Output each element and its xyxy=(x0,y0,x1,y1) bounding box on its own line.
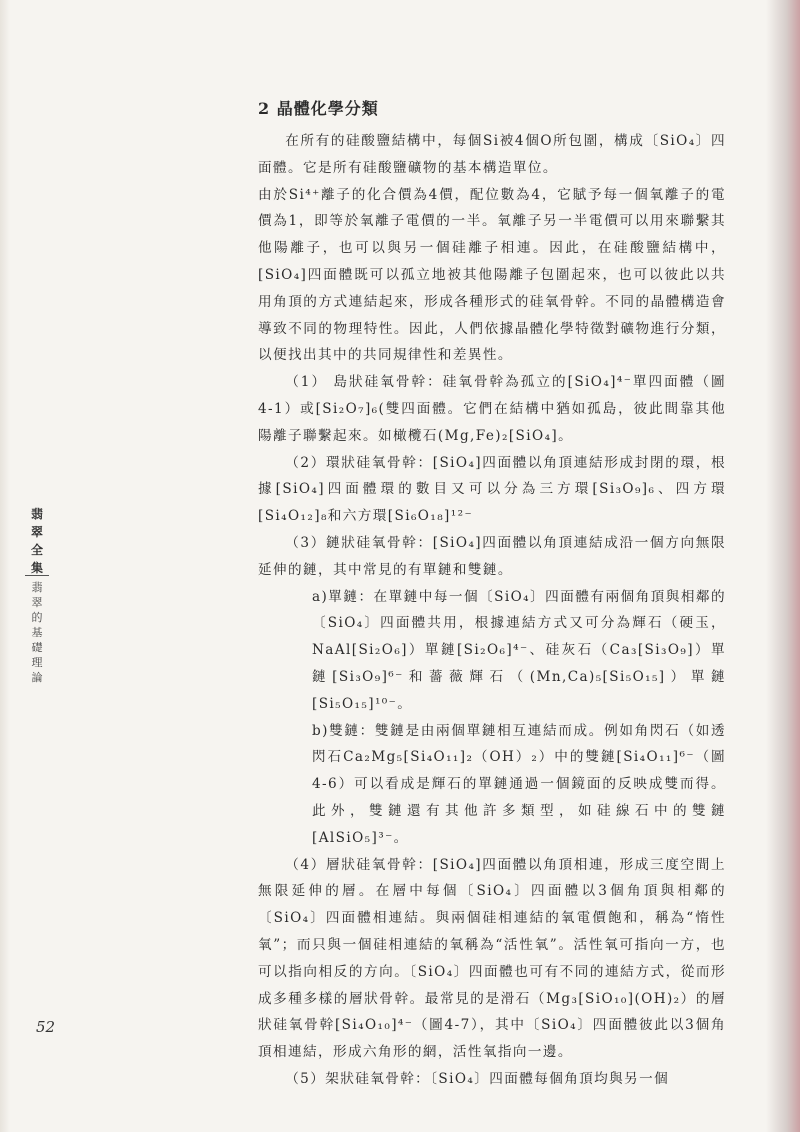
page-left-edge xyxy=(0,0,10,1132)
paragraph-single-chain: a)單鏈：在單鏈中每一個〔SiO₄〕四面體有兩個角頂與相鄰的〔SiO₄〕四面體共用，根據連結方式又可分為輝石（硬玉，NaAl[Si₂O₆]）單鏈[Si₂O₆]⁴⁻、硅灰石（Ca₃[Si₃O₉]）單鏈[Si₃O₉]⁶⁻和薔薇輝石（(Mn,Ca)₅[Si₅O₁₅]）單鏈[Si₅O₁₅]¹⁰⁻。 xyxy=(312,588,726,712)
paragraph: （2）環狀硅氧骨幹：[SiO₄]四面體以角頂連結形成封閉的環，根據[SiO₄]四面體環的數目又可以分為三方環[Si₃O₉]₆、四方環[Si₄O₁₂]₈和六方環[Si₆O₁₈]¹²⁻ xyxy=(258,454,726,525)
paragraph-double-chain: b)雙鏈：雙鏈是由兩個單鏈相互連結而成。例如角閃石（如透閃石Ca₂Mg₅[Si₄O₁₁]₂（OH）₂）中的雙鏈[Si₄O₁₁]⁶⁻（圖4-6）可以看成是輝石的單鏈通過一個鏡面的反映成雙而得。此外，雙鏈還有其他許多類型，如硅線石中的雙鏈[AlSiO₅]³⁻。 xyxy=(312,722,726,846)
side-book-title: 翡翠全集 xyxy=(30,507,43,575)
side-divider xyxy=(25,575,49,576)
paragraph: （3）鏈狀硅氧骨幹：[SiO₄]四面體以角頂連結成沿一個方向無限延伸的鏈，其中常見的有單鏈和雙鏈。 xyxy=(258,534,726,578)
paragraph: 在所有的硅酸鹽結構中，每個Si被4個O所包圍，構成〔SiO₄〕四面體。它是所有硅酸鹽礦物的基本構造單位。 xyxy=(258,133,726,176)
paragraph: （1） 島狀硅氧骨幹：硅氧骨幹為孤立的[SiO₄]⁴⁻單四面體（圖4-1）或[Si₂O₇]₆(雙四面體。它們在結構中猶如孤島，彼此間靠其他陽離子聯繫起來。如橄欖石(Mg,Fe)₂[SiO₄]。 xyxy=(258,374,726,444)
paragraph: （4）層狀硅氧骨幹：[SiO₄]四面體以角頂相連，形成三度空間上無限延伸的層。在層中每個〔SiO₄〕四面體以3個角頂與相鄰的〔SiO₄〕四面體相連結。與兩個硅相連結的氧電價飽和，稱為“惰性氧”；而只與一個硅相連結的氧稱為“活性氧”。活性氧可指向一方，也可以指向相反的方向。〔SiO₄〕四面體也可有不同的連結方式，從而形成多種多樣的層狀骨幹。最常見的是滑石（Mg₃[SiO₁₀](OH)₂）的層狀硅氧骨幹[Si₄O₁₀]⁴⁻（圖4-7），其中〔SiO₄〕四面體彼此以3個角頂相連結，形成六角形的網，活性氧指向一邊。 xyxy=(258,856,726,1061)
main-text-block xyxy=(258,96,726,1093)
section-heading: 2 晶體化學分類 xyxy=(258,99,379,118)
side-chapter-title: 翡翠的基礎理論 xyxy=(31,581,43,684)
book-spine-shadow xyxy=(766,0,800,1132)
paragraph: （5）架狀硅氧骨幹：〔SiO₄〕四面體每個角頂均與另一個 xyxy=(285,1070,670,1087)
page-number: 52 xyxy=(36,1018,56,1036)
paragraph: 由於Si⁴⁺離子的化合價為4價，配位數為4，它賦予每一個氧離子的電價為1，即等於氧離子電價的一半。氧離子另一半電價可以用來聯繫其他陽離子，也可以與另一個硅離子相連。因此，在硅酸鹽結構中，[SiO₄]四面體既可以孤立地被其他陽離子包圍起來，也可以彼此以共用角頂的方式連結起來，形成各種形式的硅氧骨幹。不同的晶體構造會導致不同的物理特性。因此，人們依據晶體化學特徵對礦物進行分類，以便找出其中的共同規律性和差異性。 xyxy=(258,186,726,364)
